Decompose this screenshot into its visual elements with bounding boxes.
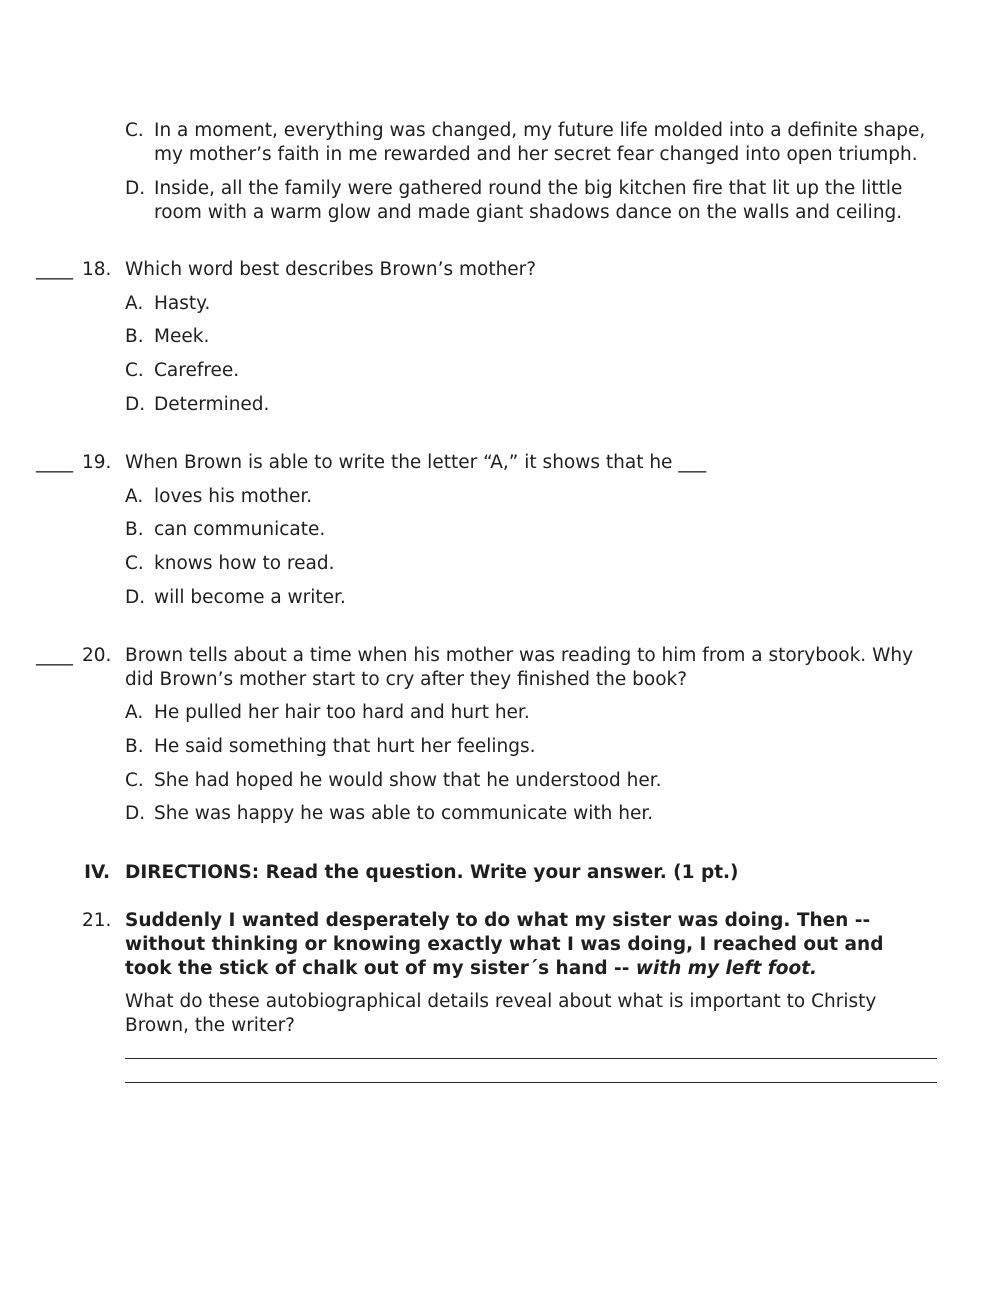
- option-text: loves his mother.: [154, 486, 313, 507]
- option-letter: D.: [125, 803, 146, 824]
- option-letter: C.: [125, 120, 144, 141]
- option-text: can communicate.: [154, 519, 326, 540]
- option-text: Hasty.: [154, 293, 211, 314]
- question-quote: [125, 909, 905, 981]
- option-letter: D.: [125, 178, 146, 199]
- option-letter: D.: [125, 587, 146, 608]
- option-text: She had hoped he would show that he understood her.: [154, 770, 662, 791]
- option-letter: D.: [125, 394, 146, 415]
- option-letter: B.: [125, 736, 144, 757]
- option-letter: C.: [125, 770, 144, 791]
- question-number: 19.: [82, 452, 112, 473]
- question-number: 21.: [82, 910, 112, 931]
- question-text: Which word best describes Brown’s mother?: [125, 259, 537, 280]
- section-directions: DIRECTIONS: Read the question. Write your answer. (1 pt.): [125, 862, 739, 883]
- quote-italic-text: with my left foot.: [635, 958, 818, 979]
- question-number: 18.: [82, 259, 112, 280]
- option-text: In a moment, everything was changed, my future life molded into a definite shape, my mother’s faith in me rewarded and her secret fear changed into open triumph.: [154, 120, 926, 165]
- option-text: She was happy he was able to communicate with her.: [154, 803, 654, 824]
- option-text: Inside, all the family were gathered round the big kitchen fire that lit up the little room with a warm glow and made giant shadows dance on the walls and ceiling.: [154, 178, 903, 223]
- question-number: 20.: [82, 645, 112, 666]
- option-letter: B.: [125, 519, 144, 540]
- option-letter: C.: [125, 553, 144, 574]
- section-numeral: IV.: [84, 862, 110, 883]
- answer-blank: ____: [36, 452, 73, 473]
- quote-bold-text: Suddenly I wanted desperately to do what my sister was doing. Then --without thinking or knowing exactly what I was doing, I reached out and took the stick of chalk out of my sister´s hand --: [125, 910, 884, 979]
- option-letter: A.: [125, 702, 144, 723]
- question-prompt: What do these autobiographical details reveal about what is important to Christy Brown, the writer?: [125, 991, 877, 1036]
- option-letter: B.: [125, 326, 144, 347]
- question-text: Brown tells about a time when his mother was reading to him from a storybook. Why did Brown’s mother start to cry after they finished the book?: [125, 645, 914, 690]
- option-text: Carefree.: [154, 360, 240, 381]
- answer-line-2[interactable]: [125, 1082, 937, 1083]
- option-letter: C.: [125, 360, 144, 381]
- option-text: He pulled her hair too hard and hurt her.: [154, 702, 530, 723]
- option-text: Determined.: [154, 394, 270, 415]
- option-letter: A.: [125, 293, 144, 314]
- answer-blank: ____: [36, 645, 73, 666]
- answer-line-1[interactable]: [125, 1058, 937, 1059]
- option-letter: A.: [125, 486, 144, 507]
- answer-blank: ____: [36, 259, 73, 280]
- option-text: Meek.: [154, 326, 210, 347]
- option-text: He said something that hurt her feelings.: [154, 736, 536, 757]
- option-text: knows how to read.: [154, 553, 335, 574]
- option-text: will become a writer.: [154, 587, 346, 608]
- question-text: When Brown is able to write the letter “A,” it shows that he ___: [125, 452, 707, 473]
